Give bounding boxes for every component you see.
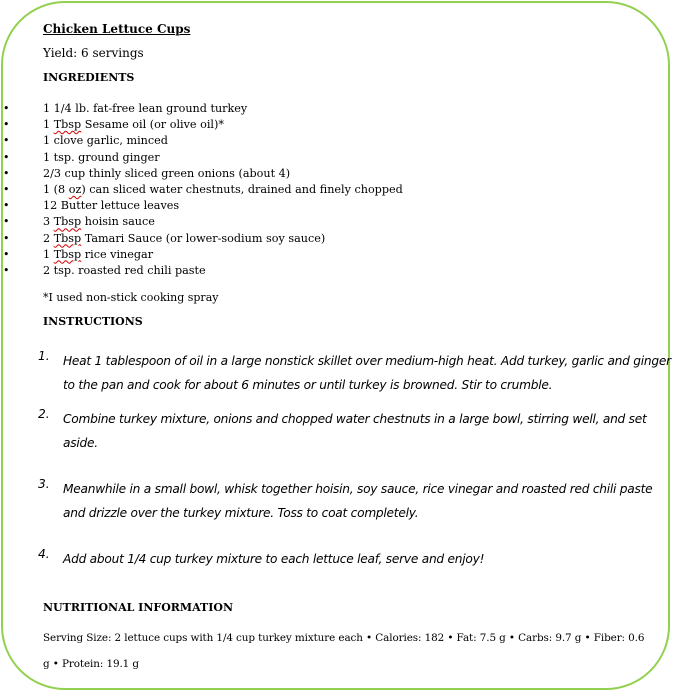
bullet-icon: • [3, 215, 10, 229]
ingredient-text: 2 tsp. roasted red chili paste [43, 263, 206, 277]
ingredient-note: *I used non-stick cooking spray [43, 291, 219, 304]
ingredient-text: 2 [43, 231, 54, 245]
spellcheck-word: Tbsp [53, 231, 82, 245]
nutrition-heading: NUTRITIONAL INFORMATION [43, 601, 233, 614]
step-text: Combine turkey mixture, onions and chopped water chestnuts in a large bowl, stirring well, and set aside. [63, 412, 647, 450]
step-number: 2. [38, 407, 50, 421]
step-number: 3. [38, 477, 50, 491]
bullet-icon: • [3, 199, 10, 213]
step-number: 4. [38, 547, 50, 561]
spellcheck-word: oz [68, 182, 82, 196]
ingredients-heading: INGREDIENTS [43, 71, 135, 84]
ingredient-text: 1 tsp. ground ginger [43, 150, 160, 164]
ingredient-text: 12 Butter lettuce leaves [43, 199, 180, 213]
ingredient-text: Tamari Sauce (or lower-sodium soy sauce) [81, 231, 326, 245]
bullet-icon: • [3, 150, 10, 164]
ingredient-text: 1 [43, 118, 54, 132]
recipe-yield: Yield: 6 servings [43, 46, 144, 60]
bullet-icon: • [3, 247, 10, 261]
bullet-icon: • [3, 102, 10, 115]
ingredient-text: 1 [43, 247, 54, 261]
ingredient-text: hoisin sauce [81, 215, 155, 229]
bullet-icon: • [3, 134, 10, 148]
step-text: Meanwhile in a small bowl, whisk together hoisin, soy sauce, rice vinegar and roasted red chili paste and drizzle over the turkey mixture. Toss to coat completely. [63, 482, 653, 520]
spellcheck-word: Tbsp [53, 118, 82, 132]
step-number: 1. [38, 349, 50, 363]
bullet-icon: • [3, 166, 10, 180]
ingredient-text: Sesame oil (or olive oil)* [81, 118, 224, 132]
spellcheck-word: Tbsp [53, 247, 82, 261]
step-text: Add about 1/4 cup turkey mixture to each lettuce leaf, serve and enjoy! [63, 552, 485, 566]
ingredient-text: 3 [43, 215, 54, 229]
bullet-icon: • [3, 231, 10, 245]
recipe-title: Chicken Lettuce Cups [43, 22, 191, 36]
bullet-icon: • [3, 263, 10, 277]
ingredient-text: 1 clove garlic, minced [43, 134, 168, 148]
step-text: Heat 1 tablespoon of oil in a large nonstick skillet over medium-high heat. Add turkey, garlic and ginger to the pan and cook for about 6 minutes or until turkey is browned. Stir to crumble. [63, 354, 671, 392]
ingredient-text: rice vinegar [81, 247, 154, 261]
nutrition-info: Serving Size: 2 lettuce cups with 1/4 cup turkey mixture each • Calories: 182 • Fat: 7.5 g • Carbs: 9.7 g • Fiber: 0.6 g • Protein: 19.1 g [43, 632, 645, 670]
ingredient-text: 1 1/4 lb. fat-free lean ground turkey [43, 102, 248, 115]
bullet-icon: • [3, 182, 10, 196]
ingredient-text: 1 (8 [43, 182, 69, 196]
ingredient-text: 2/3 cup thinly sliced green onions (about 4) [43, 166, 291, 180]
spellcheck-word: Tbsp [53, 215, 82, 229]
bullet-icon: • [3, 118, 10, 132]
instructions-heading: INSTRUCTIONS [43, 315, 143, 328]
ingredient-text: ) can sliced water chestnuts, drained and finely chopped [81, 182, 403, 196]
